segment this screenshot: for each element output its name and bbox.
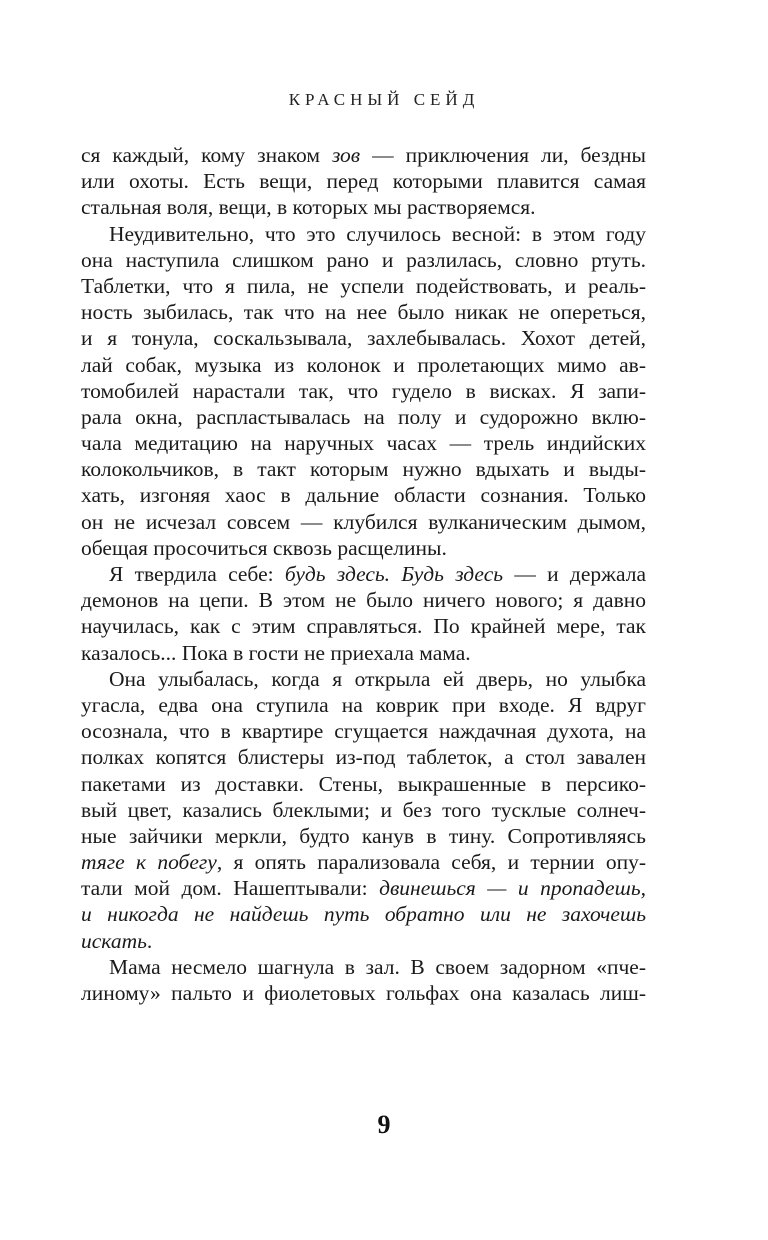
text-line	[81, 273, 646, 299]
text-line	[81, 901, 646, 927]
text-line	[81, 456, 646, 482]
text-run: и я тонула, соскальзывала, захлебывалась. Хохот детей,	[81, 326, 646, 351]
text-run: — приключения ли, бездны	[360, 143, 646, 167]
text-line	[81, 771, 646, 797]
text-line	[81, 980, 646, 1006]
text-line	[81, 849, 646, 875]
text-run: угасла, едва она ступила на коврик при входе. Я вдруг	[81, 692, 646, 717]
running-head: КРАСНЫЙ СЕЙД	[288, 90, 480, 109]
italic-run: тяге к побегу	[81, 850, 217, 875]
text-line	[81, 666, 646, 692]
text-line	[81, 587, 646, 613]
text-run: Я твердила себе:	[109, 562, 285, 586]
text-line	[81, 194, 646, 220]
text-line	[81, 247, 646, 273]
text-run: Таблетки, что я пила, не успели подействовать, и реаль-	[81, 273, 646, 298]
text-line	[81, 404, 646, 430]
text-line	[81, 928, 646, 954]
text-run: — и держала	[503, 562, 646, 586]
text-run: пакетами из доставки. Стены, выкрашенные в персико-	[81, 771, 646, 796]
text-run: хать, изгоняя хаос в дальние области сознания. Только	[81, 483, 646, 508]
italic-run: двинешься — и пропадешь,	[379, 876, 646, 901]
text-run: колокольчиков, в такт которым нужно вдыхать и выды-	[81, 457, 646, 482]
text-line	[81, 718, 646, 744]
text-line	[81, 482, 646, 508]
text-run: ность зыбилась, так что на нее было никак не опереться,	[81, 300, 646, 325]
text-line	[81, 954, 646, 980]
text-run: стальная воля, вещи, в которых мы растворяемся.	[81, 195, 536, 220]
text-run: лай собак, музыка из колонок и пролетающих мимо ав-	[81, 352, 646, 377]
text-run: Мама несмело шагнула в зал. В своем задорном «пче-	[109, 954, 646, 979]
text-line	[81, 221, 646, 247]
text-run: научилась, как с этим справляться. По крайней мере, так	[81, 614, 646, 639]
text-line	[81, 352, 646, 378]
text-run: она наступила слишком рано и разлилась, словно ртуть.	[81, 247, 646, 272]
text-line	[81, 640, 646, 666]
text-line	[81, 299, 646, 325]
text-line	[81, 692, 646, 718]
text-line	[81, 168, 646, 194]
text-run: тали мой дом. Нашептывали:	[81, 876, 380, 901]
text-run: чала медитацию на наручных часах — трель индийских	[81, 431, 646, 456]
text-run: линому» пальто и фиолетовых гольфах она казалась лиш-	[81, 981, 646, 1005]
text-run: томобилей нарастали так, что гудело в висках. Я запи-	[81, 378, 646, 403]
body-text	[81, 142, 646, 1006]
italic-run: будь здесь. Будь здесь	[284, 562, 504, 586]
page-number: 9	[377, 1110, 391, 1139]
text-line	[81, 325, 646, 351]
text-run: осознала, что в квартире сгущается наждачная духота, на	[81, 719, 646, 744]
text-line	[81, 613, 646, 639]
text-run: или охоты. Есть вещи, перед которыми плавится самая	[81, 169, 646, 194]
text-line	[81, 535, 646, 561]
text-line	[81, 509, 646, 535]
text-run: Неудивительно, что это случилось весной: в этом году	[109, 221, 646, 246]
text-run: он не исчезал совсем — клубился вулканическим дымом,	[81, 509, 646, 534]
text-line	[81, 797, 646, 823]
text-line	[81, 875, 646, 901]
italic-run: зов	[331, 143, 361, 167]
text-run: ся каждый, кому знаком	[81, 143, 332, 167]
text-run: полках копятся блистеры из-под таблеток, а стол завален	[81, 745, 646, 770]
text-run: казалось... Пока в гости не приехала мама.	[81, 640, 471, 665]
text-line	[81, 823, 646, 849]
text-run: Она улыбалась, когда я открыла ей дверь, но улыбка	[109, 666, 646, 691]
text-run: демонов на цепи. В этом не было ничего нового; я давно	[81, 588, 646, 613]
text-run: обещая просочиться сквозь расщелины.	[81, 535, 447, 560]
text-run: , я опять парализовала себя, и тернии опу-	[216, 850, 646, 875]
text-run: .	[146, 928, 153, 953]
text-line	[81, 561, 646, 587]
text-run: вый цвет, казались блеклыми; и без того тусклые солнеч-	[81, 797, 646, 822]
text-line	[81, 378, 646, 404]
text-run: ные зайчики меркли, будто канув в тину. Сопротивляясь	[81, 823, 646, 848]
italic-run: искать	[81, 928, 147, 953]
text-run: рала окна, распластывалась на полу и судорожно вклю-	[81, 404, 646, 429]
text-line	[81, 430, 646, 456]
text-line	[81, 744, 646, 770]
text-line	[81, 142, 646, 168]
italic-run: и никогда не найдешь путь обратно или не захочешь	[81, 902, 646, 927]
